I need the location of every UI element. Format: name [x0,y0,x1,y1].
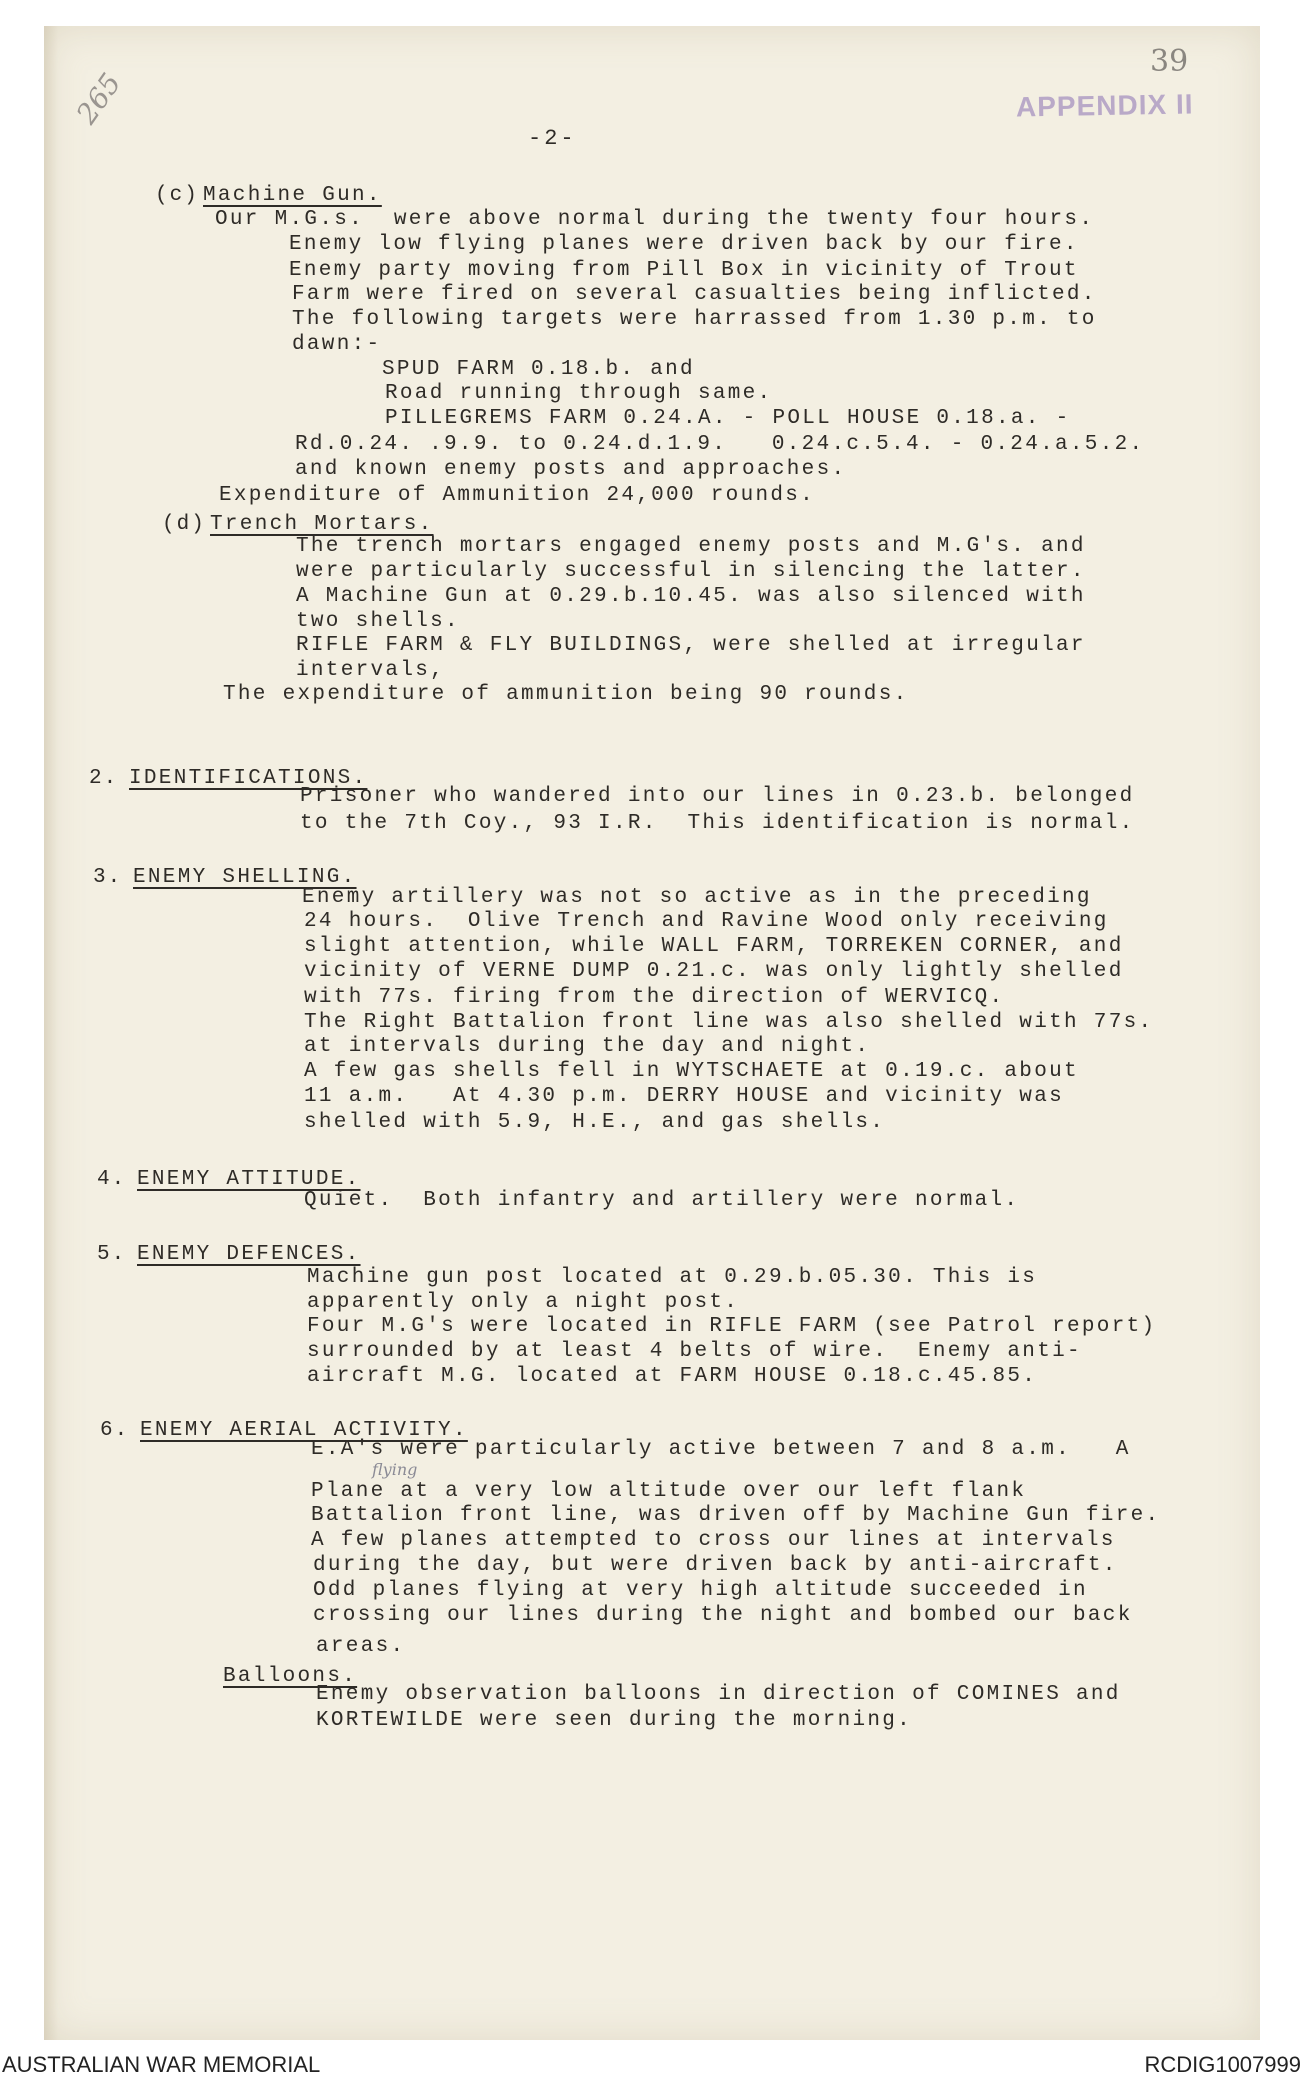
section-number: (d) [162,513,206,536]
text-line: 11 a.m. At 4.30 p.m. DERRY HOUSE and vicinity was [304,1085,1065,1108]
text-line: 24 hours. Olive Trench and Ravine Wood only receiving [304,910,1109,933]
text-line: Odd planes flying at very high altitude succeeded in [313,1579,1088,1602]
text-line: during the day, but were driven back by anti-aircraft. [313,1554,1118,1577]
text-line: dawn:- [292,333,382,356]
text-line: two shells. [296,610,460,633]
text-line: slight attention, while WALL FARM, TORREKEN CORNER, and [304,935,1124,958]
folio-number: 39 [1150,44,1189,79]
text-line: intervals, [296,659,446,682]
section-number: 3. [93,866,123,889]
section-heading: ENEMY AERIAL ACTIVITY. [140,1419,468,1442]
section-heading: Trench Mortars. [210,513,434,536]
text-line: Enemy artillery was not so active as in the preceding [302,886,1092,909]
section-heading: IDENTIFICATIONS. [129,767,368,790]
text-line: Enemy low flying planes were driven back by our fire. [289,233,1079,256]
text-line: The Right Battalion front line was also shelled with 77s. [304,1011,1154,1034]
text-line: Machine gun post located at 0.29.b.05.30. This is [307,1266,1038,1289]
text-line: The expenditure of ammunition being 90 rounds. [223,683,909,706]
text-line: Farm were fired on several casualties being inflicted. [292,283,1097,306]
text-line: areas. [316,1635,406,1658]
text-line: KORTEWILDE were seen during the morning. [316,1709,913,1732]
text-line: Battalion front line, was driven off by Machine Gun fire. [311,1504,1161,1527]
text-line: Prisoner who wandered into our lines in 0.23.b. belonged [300,785,1135,808]
text-line: A few gas shells fell in WYTSCHAETE at 0.19.c. about [304,1060,1079,1083]
section-heading: ENEMY DEFENCES. [137,1243,361,1266]
section-number: 5. [97,1243,127,1266]
section-heading: Balloons. [223,1665,358,1688]
text-line: surrounded by at least 4 belts of wire. Enemy anti- [307,1340,1082,1363]
handwritten-insertion: flying [372,1460,418,1479]
text-line: with 77s. firing from the direction of WERVICQ. [304,986,1005,1009]
text-line: aircraft M.G. located at FARM HOUSE 0.18.c.45.85. [307,1365,1038,1388]
text-line: were particularly successful in silencing the latter. [296,560,1086,583]
text-line: Enemy party moving from Pill Box in vicinity of Trout [289,259,1079,282]
text-line: Rd.0.24. .9.9. to 0.24.d.1.9. 0.24.c.5.4. - 0.24.a.5.2. [295,433,1145,456]
text-line: apparently only a night post. [307,1291,740,1314]
section-heading: ENEMY ATTITUDE. [137,1168,361,1191]
text-line: and known enemy posts and approaches. [295,458,847,481]
text-line: A few planes attempted to cross our lines at intervals [311,1529,1116,1552]
footer-institution: AUSTRALIAN WAR MEMORIAL [2,2052,321,2077]
text-line: The following targets were harrassed from 1.30 p.m. to [292,308,1097,331]
text-line: SPUD FARM 0.18.b. and [382,358,695,381]
text-line: shelled with 5.9, H.E., and gas shells. [304,1111,886,1134]
footer-record-id: RCDIG1007999 [1144,2052,1301,2077]
text-line: crossing our lines during the night and bombed our back [313,1604,1133,1627]
text-line: A Machine Gun at 0.29.b.10.45. was also silenced with [296,585,1086,608]
text-line: E.A's were particularly active between 7 and 8 a.m. A [311,1438,1131,1461]
text-line: Quiet. Both infantry and artillery were normal. [304,1189,1020,1212]
section-heading: ENEMY SHELLING. [133,866,357,889]
text-line: Road running through same. [385,382,773,405]
text-line: at intervals during the day and night. [304,1035,871,1058]
section-number: (c) [155,184,199,207]
text-line: The trench mortars engaged enemy posts and M.G's. and [296,535,1086,558]
text-line: vicinity of VERNE DUMP 0.21.c. was only lightly shelled [304,960,1124,983]
text-line: Plane at a very low altitude over our left flank [311,1480,1027,1503]
text-line: to the 7th Coy., 93 I.R. This identification is normal. [300,812,1135,835]
section-number: 6. [100,1419,130,1442]
section-heading: Machine Gun. [203,184,382,207]
text-line: Expenditure of Ammunition 24,000 rounds. [219,484,816,507]
text-line: Our M.G.s. were above normal during the twenty four hours. [215,208,1095,231]
text-line: RIFLE FARM & FLY BUILDINGS, were shelled at irregular [296,634,1086,657]
footer-bar [0,2046,1307,2082]
text-line: Four M.G's were located in RIFLE FARM (see Patrol report) [307,1315,1157,1338]
text-line: PILLEGREMS FARM 0.24.A. - POLL HOUSE 0.18.a. - [385,407,1071,430]
text-line: Enemy observation balloons in direction of COMINES and [316,1683,1121,1706]
handwritten-number: 265 [69,67,128,130]
page-number: -2- [528,126,577,151]
appendix-stamp: APPENDIX II [1015,88,1194,123]
section-number: 2. [89,767,119,790]
section-number: 4. [97,1168,127,1191]
